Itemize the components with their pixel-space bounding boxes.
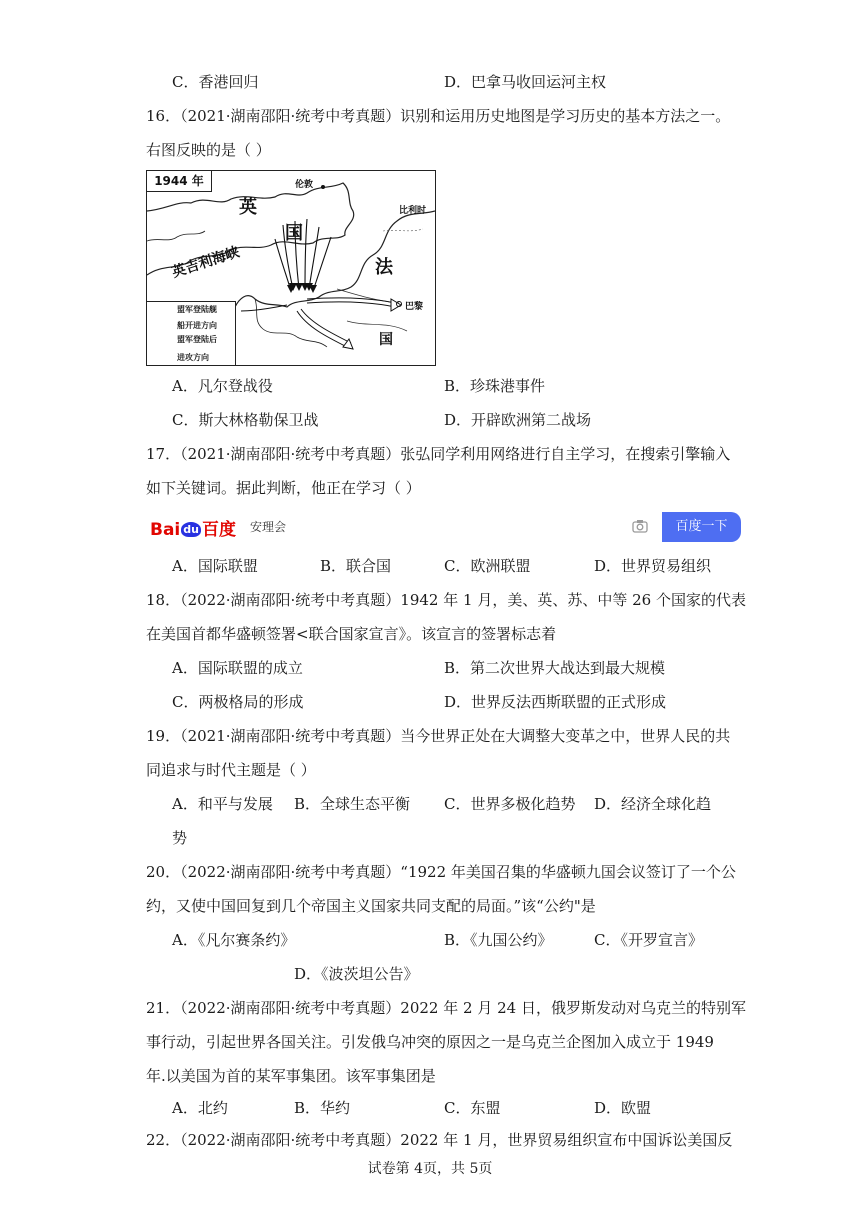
q18-option-c: C．两极格局的形成 — [172, 693, 304, 711]
q19-option-c: C．世界多极化趋势 — [444, 795, 576, 813]
q18-option-a: A．国际联盟的成立 — [172, 659, 303, 677]
q20-stem-line2: 约，又使中国回复到几个帝国主义国家共同支配的局面。”该“公约"是 — [146, 897, 596, 915]
q17-option-b: B．联合国 — [320, 557, 392, 575]
baidu-logo: Bai du 百度 — [150, 520, 236, 540]
q21-stem-line1: 21．（2022·湖南邵阳·统考中考真题）2022 年 2 月 24 日，俄罗斯发动对乌克兰的特别军 — [146, 999, 746, 1017]
normandy-map — [146, 170, 436, 366]
q19-option-b: B．全球生态平衡 — [294, 795, 411, 813]
q16-option-d: D．开辟欧洲第二战场 — [444, 411, 592, 429]
q17-option-d: D．世界贸易组织 — [594, 557, 712, 575]
q21-stem-line2: 事行动，引起世界各国关注。引发俄乌冲突的原因之一是乌克兰企图加入成立于 1949 — [146, 1033, 714, 1051]
q19-stem-line2: 同追求与时代主题是（ ） — [146, 761, 316, 779]
map-france-label-2: 国 — [379, 332, 393, 348]
q20-option-c: C．《开罗宣言》 — [594, 931, 703, 949]
q19-option-d: D．经济全球化趋 — [594, 795, 712, 813]
q16-option-b: B．珍珠港事件 — [444, 377, 546, 395]
q18-stem-line1: 18．（2022·湖南邵阳·统考中考真题）1942 年 1 月，美、英、苏、中等 26 个国家的代表 — [146, 591, 746, 609]
q20-option-a: A．《凡尔赛条约》 — [172, 931, 296, 949]
q16-option-a: A．凡尔登战役 — [172, 377, 273, 395]
q18-option-b: B．第二次世界大战达到最大规模 — [444, 659, 666, 677]
q17-stem-line1: 17．（2021·湖南邵阳·统考中考真题）张弘同学利用网络进行自主学习，在搜索引擎输入 — [146, 445, 731, 463]
q17-stem-line2: 如下关键词。据此判断，他正在学习（ ） — [146, 479, 421, 497]
map-london-label: 伦敦 — [295, 180, 314, 190]
q17-option-a: A．国际联盟 — [172, 557, 258, 575]
baidu-search-bar — [146, 512, 741, 542]
q16-stem-line2: 右图反映的是（ ） — [146, 141, 271, 159]
camera-icon[interactable] — [632, 519, 648, 533]
q20-option-d: D．《波茨坦公告》 — [294, 965, 419, 983]
map-belgium-label: 比利时 — [399, 206, 427, 216]
q21-stem-line3: 年.以美国为首的某军事集团。该军事集团是 — [146, 1067, 436, 1085]
q15-option-c: C．香港回归 — [172, 73, 259, 91]
q19-stem-line1: 19．（2021·湖南邵阳·统考中考真题）当今世界正处在大调整大变革之中，世界人民的共 — [146, 727, 731, 745]
legend-attack-label-2: 进攻方向 — [177, 353, 209, 362]
map-legend — [147, 301, 236, 366]
q19-option-a: A．和平与发展 — [172, 795, 273, 813]
search-button[interactable]: 百度一下 — [662, 512, 741, 542]
q15-option-d: D．巴拿马收回运河主权 — [444, 73, 607, 91]
map-paris-label: 巴黎 — [405, 302, 424, 312]
q21-option-d: D．欧盟 — [594, 1099, 652, 1117]
legend-landing-label-1: 盟军登陆舰 — [177, 305, 217, 314]
q22-stem-line1: 22．（2022·湖南邵阳·统考中考真题）2022 年 1 月，世界贸易组织宣布中国诉讼美国反 — [146, 1131, 733, 1149]
q16-stem-line1: 16．（2021·湖南邵阳·统考中考真题）识别和运用历史地图是学习历史的基本方法之一。 — [146, 107, 731, 125]
legend-landing-label-2: 船开进方向 — [177, 321, 217, 330]
q21-option-c: C．东盟 — [444, 1099, 501, 1117]
page-footer: 试卷第 4页，共 5页 — [367, 1161, 493, 1177]
map-year-label: 1944 年 — [147, 171, 212, 192]
q18-option-d: D．世界反法西斯联盟的正式形成 — [444, 693, 667, 711]
q20-stem-line1: 20．（2022·湖南邵阳·统考中考真题）“1922 年美国召集的华盛顿九国会议签订了一个公 — [146, 863, 736, 881]
q19-option-d-continued: 势 — [172, 829, 188, 847]
map-channel-label: 英吉利海峡 — [169, 244, 242, 282]
q18-stem-line2: 在美国首都华盛顿签署<联合国家宣言》。该宣言的签署标志着 — [146, 625, 557, 643]
q20-option-b: B．《九国公约》 — [444, 931, 553, 949]
q17-option-c: C．欧洲联盟 — [444, 557, 531, 575]
q21-option-a: A．北约 — [172, 1099, 228, 1117]
legend-attack-label-1: 盟军登陆后 — [177, 335, 217, 344]
search-input[interactable]: 安理会 — [250, 520, 287, 534]
map-england-label-1: 英 — [239, 197, 257, 218]
q16-option-c: C．斯大林格勒保卫战 — [172, 411, 319, 429]
map-france-label-1: 法 — [375, 257, 393, 278]
q21-option-b: B．华约 — [294, 1099, 351, 1117]
map-england-label-2: 国 — [285, 223, 303, 244]
